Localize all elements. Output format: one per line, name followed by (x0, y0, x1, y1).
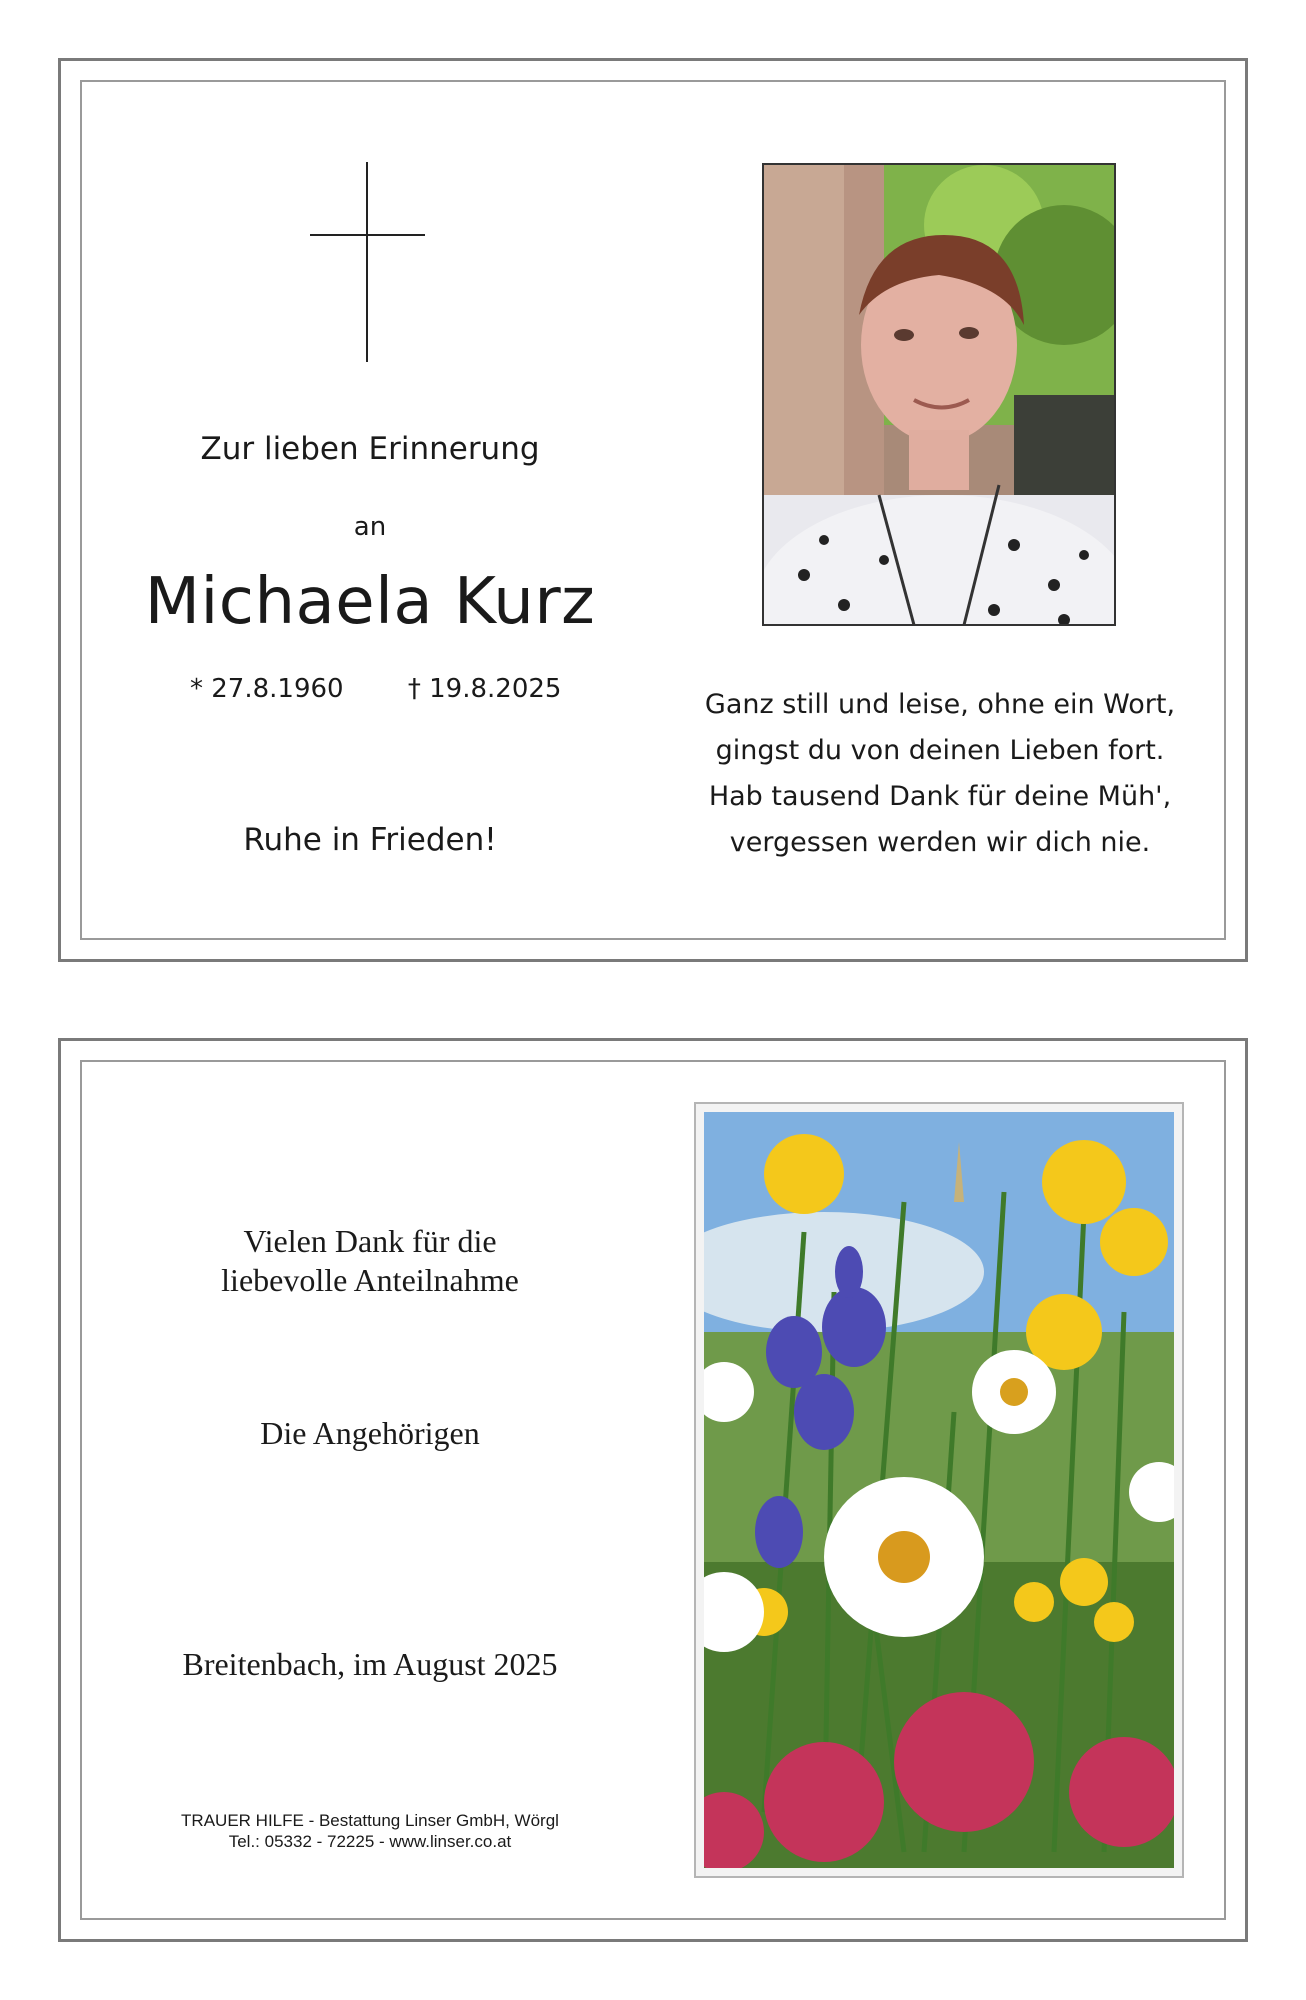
poem-line: gingst du von deinen Lieben fort. (715, 735, 1165, 766)
funeral-home-contact: Tel.: 05332 - 72225 - www.linser.co.at (228, 1832, 512, 1851)
preposition: an (353, 512, 387, 542)
funeral-home-info (110, 1810, 630, 1852)
thanks-text (110, 1222, 630, 1300)
closing-text: Ruhe in Frieden! (243, 822, 497, 858)
poem-line: Hab tausend Dank für deine Müh', (708, 781, 1172, 812)
poem-line: vergessen werden wir dich nie. (729, 827, 1151, 858)
poem (700, 682, 1180, 866)
flower-picture-frame (694, 1102, 1184, 1878)
portrait-photo (762, 163, 1116, 626)
memory-heading: Zur lieben Erinnerung (200, 431, 540, 467)
death-date: † 19.8.2025 (407, 674, 562, 704)
thanks-line: liebevolle Anteilnahme (221, 1262, 519, 1298)
birth-date: * 27.8.1960 (190, 674, 344, 704)
poem-line: Ganz still und leise, ohne ein Wort, (704, 689, 1176, 720)
thanks-line: Vielen Dank für die (243, 1223, 497, 1259)
wildflower-image (704, 1112, 1174, 1868)
relatives-signature: Die Angehörigen (260, 1415, 480, 1451)
life-dates (190, 674, 561, 704)
funeral-home-name: TRAUER HILFE - Bestattung Linser GmbH, Wörgl (181, 1811, 559, 1830)
deceased-name: Michaela Kurz (144, 565, 596, 639)
place-date: Breitenbach, im August 2025 (182, 1646, 558, 1682)
